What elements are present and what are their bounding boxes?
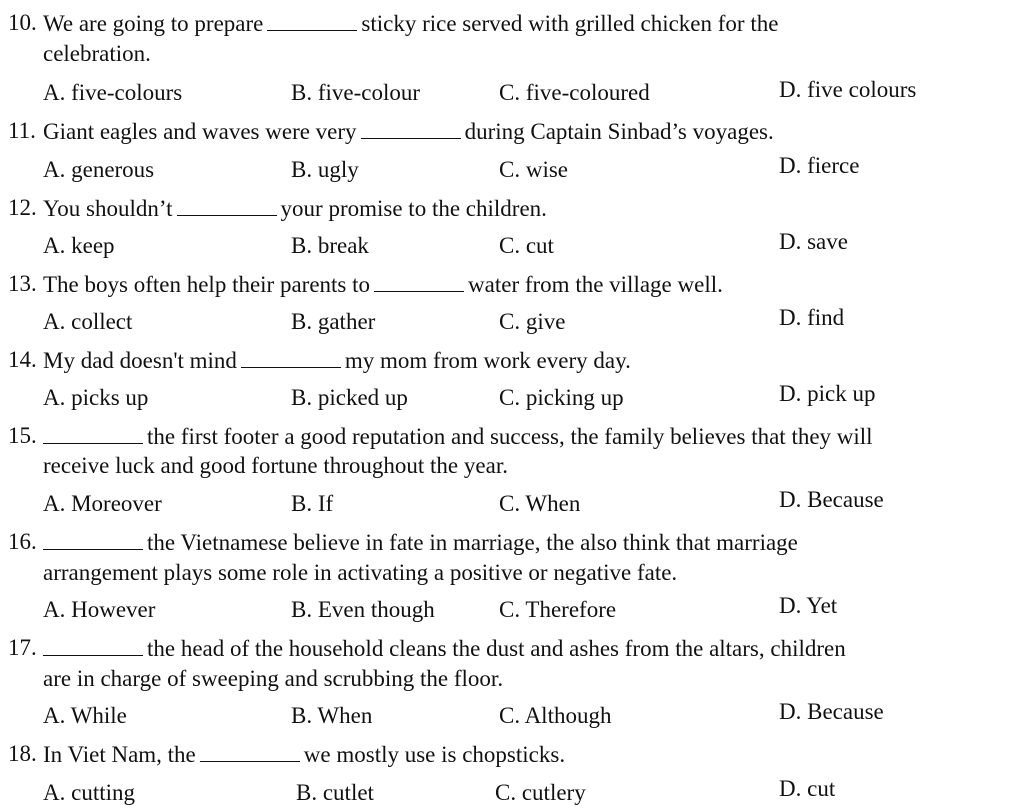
question-stem [43, 116, 1003, 147]
option-a[interactable]: A. However [43, 597, 156, 622]
option-b[interactable]: B. gather [291, 309, 376, 334]
option-a[interactable]: A. collect [43, 309, 133, 334]
stem-continuation: arrangement plays some role in activating a positive or negative fate. [43, 560, 678, 585]
option-b[interactable]: B. break [291, 233, 369, 258]
option-d[interactable]: D. Yet [779, 593, 838, 618]
stem-after-blank: sticky rice served with grilled chicken for the [361, 11, 779, 36]
answer-blank[interactable] [241, 345, 341, 368]
option-c[interactable]: C. Therefore [499, 597, 617, 622]
stem-after-blank: water from the village well. [468, 272, 723, 297]
option-d[interactable]: D. fierce [779, 153, 860, 178]
stem-before-blank: My dad doesn't mind [43, 348, 237, 373]
question-stem [43, 193, 1003, 224]
stem-before-blank: In Viet Nam, the [43, 742, 196, 767]
option-a[interactable]: A. picks up [43, 385, 149, 410]
question-stem [43, 421, 1003, 452]
question-number: 11. [8, 118, 36, 143]
option-a[interactable]: A. generous [43, 157, 155, 182]
option-d[interactable]: D. five colours [779, 77, 917, 102]
stem-before-blank: You shouldn’t [43, 196, 173, 221]
option-c[interactable]: C. Although [499, 703, 612, 728]
question-stem [43, 633, 1003, 664]
question-number: 10. [8, 10, 37, 35]
option-b[interactable]: B. When [291, 703, 373, 728]
option-c[interactable]: C. When [499, 491, 581, 516]
question-number: 14. [8, 347, 37, 372]
answer-blank[interactable] [43, 421, 143, 444]
question-number: 16. [8, 529, 37, 554]
stem-before-blank: We are going to prepare [43, 11, 264, 36]
question-stem [43, 269, 1003, 300]
stem-continuation: receive luck and good fortune throughout the year. [43, 453, 508, 478]
option-c[interactable]: C. five-coloured [499, 80, 650, 105]
question-stem [43, 345, 1003, 376]
option-c[interactable]: C. give [499, 309, 566, 334]
answer-blank[interactable] [177, 193, 277, 216]
question-number: 13. [8, 271, 37, 296]
option-b[interactable]: B. Even though [291, 597, 435, 622]
stem-continuation: are in charge of sweeping and scrubbing the floor. [43, 666, 504, 691]
option-c[interactable]: C. cutlery [495, 780, 586, 805]
option-c[interactable]: C. wise [499, 157, 568, 182]
option-b[interactable]: B. five-colour [291, 80, 421, 105]
option-d[interactable]: D. cut [779, 776, 836, 801]
stem-after-blank: we mostly use is chopsticks. [303, 742, 566, 767]
answer-blank[interactable] [43, 633, 143, 656]
stem-after-blank: the Vietnamese believe in fate in marriage, the also think that marriage [147, 530, 798, 555]
question-stem [43, 739, 1003, 770]
option-d[interactable]: D. pick up [779, 381, 876, 406]
question-number: 17. [8, 635, 37, 660]
stem-continuation: celebration. [43, 41, 151, 66]
question-number: 12. [8, 195, 37, 220]
stem-after-blank: your promise to the children. [280, 196, 547, 221]
answer-blank[interactable] [200, 739, 300, 762]
option-b[interactable]: B. picked up [291, 385, 408, 410]
stem-before-blank: The boys often help their parents to [43, 272, 371, 297]
option-b[interactable]: B. ugly [291, 157, 359, 182]
option-d[interactable]: D. find [779, 305, 845, 330]
option-c[interactable]: C. cut [499, 233, 554, 258]
stem-after-blank: during Captain Sinbad’s voyages. [464, 119, 774, 144]
option-a[interactable]: A. Moreover [43, 491, 162, 516]
question-number: 18. [8, 741, 37, 766]
option-b[interactable]: B. If [291, 491, 334, 516]
option-a[interactable]: A. While [43, 703, 127, 728]
option-a[interactable]: A. five-colours [43, 80, 183, 105]
answer-blank[interactable] [374, 269, 464, 292]
answer-blank[interactable] [267, 8, 357, 31]
option-d[interactable]: D. Because [779, 487, 884, 512]
stem-after-blank: the first footer a good reputation and success, the family believes that they will [147, 424, 873, 449]
answer-blank[interactable] [43, 527, 143, 550]
option-a[interactable]: A. cutting [43, 780, 135, 805]
option-a[interactable]: A. keep [43, 233, 115, 258]
question-number: 15. [8, 423, 37, 448]
stem-after-blank: the head of the household cleans the dust and ashes from the altars, children [147, 636, 846, 661]
answer-blank[interactable] [361, 116, 461, 139]
option-b[interactable]: B. cutlet [296, 780, 374, 805]
option-c[interactable]: C. picking up [499, 385, 624, 410]
stem-before-blank: Giant eagles and waves were very [43, 119, 357, 144]
question-stem [43, 8, 1003, 39]
question-stem [43, 527, 1003, 558]
option-d[interactable]: D. save [779, 229, 848, 254]
stem-after-blank: my mom from work every day. [344, 348, 631, 373]
option-d[interactable]: D. Because [779, 699, 884, 724]
